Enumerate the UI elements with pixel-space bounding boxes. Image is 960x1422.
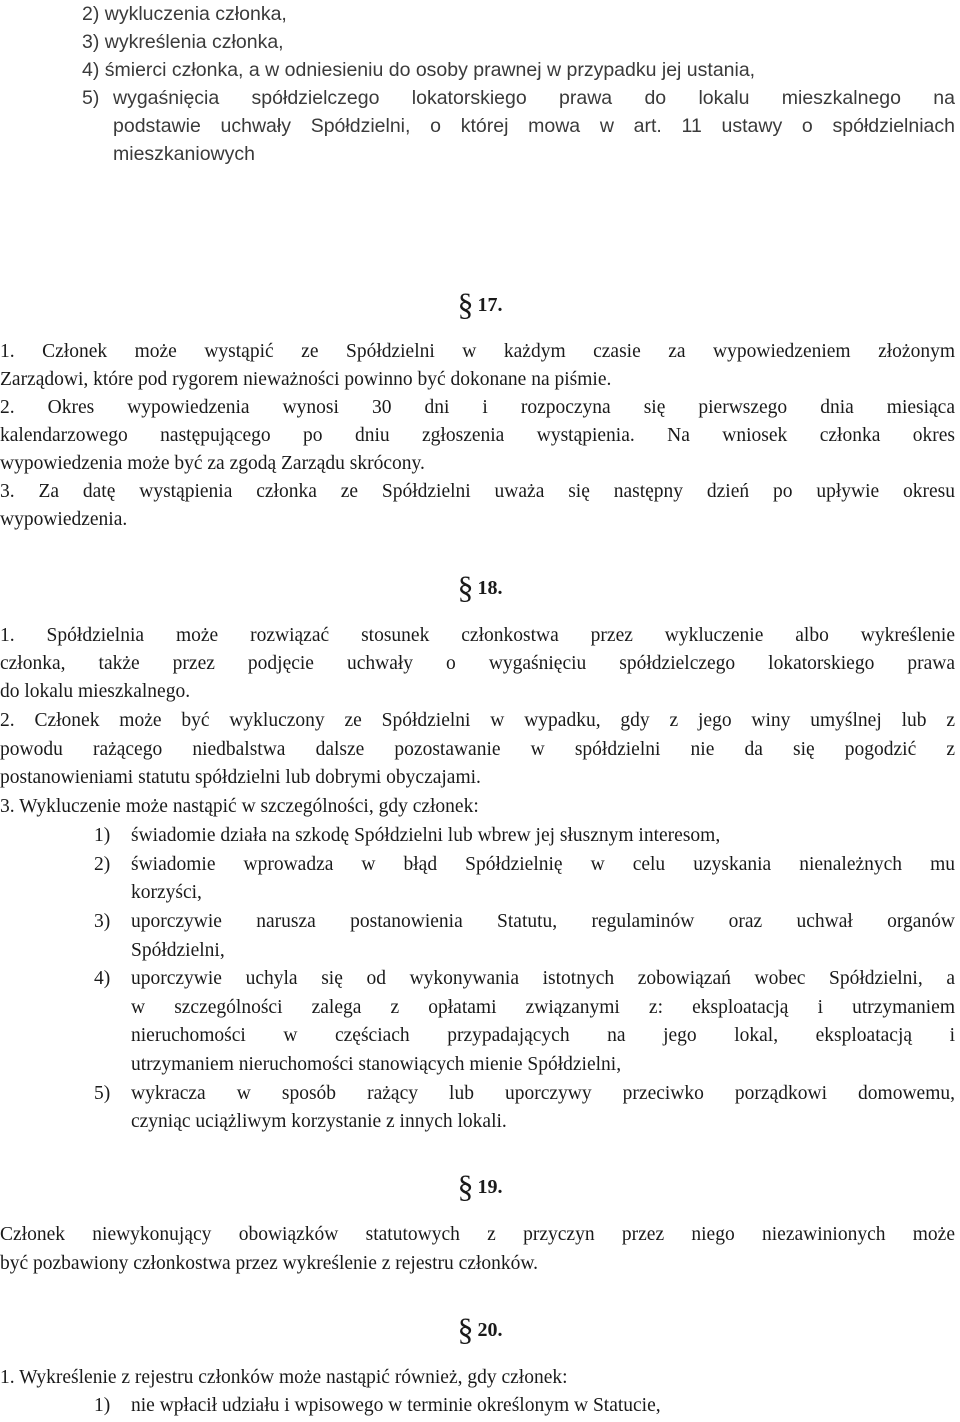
list-item-text: Spółdzielni, bbox=[131, 940, 225, 961]
list-item-text: świadomie wprowadza w błąd Spółdzielnię w celu uzyskania nienależnych mu bbox=[131, 854, 955, 875]
list-item-number: 4) bbox=[94, 968, 111, 989]
paragraph-line: 1. Wykreślenie z rejestru członków może nastąpić również, gdy członek: bbox=[0, 1367, 568, 1388]
paragraph-line: postanowieniami statutu spółdzielni lub dobrymi obyczajami. bbox=[0, 767, 481, 788]
list-item-text: mieszkaniowych bbox=[113, 143, 255, 165]
paragraph-line: 1. Członek może wystąpić ze Spółdzielni w każdym czasie za wypowiedzeniem złożonym bbox=[0, 341, 955, 362]
list-item-text: w szczególności zalega z opłatami związanymi z: eksploatacją i utrzymaniem bbox=[131, 997, 955, 1018]
paragraph-line: 2. Okres wypowiedzenia wynosi 30 dni i rozpoczyna się pierwszego dnia miesiąca bbox=[0, 397, 955, 418]
section-heading: § 17. bbox=[457, 286, 503, 322]
list-item-text: utrzymaniem nieruchomości stanowiących mienie Spółdzielni, bbox=[131, 1054, 622, 1075]
paragraph-line: wypowiedzenia może być za zgodą Zarządu skrócony. bbox=[0, 453, 425, 474]
list-item: 4) śmierci członka, a w odniesieniu do osoby prawnej w przypadku jej ustania, bbox=[82, 59, 756, 81]
list-item: 2) wykluczenia członka, bbox=[82, 3, 287, 25]
list-item-text: wykracza w sposób rażący lub uporczywy przeciwko porządkowi domowemu, bbox=[131, 1083, 955, 1104]
section-heading: § 19. bbox=[457, 1168, 503, 1204]
paragraph-line: 2. Członek może być wykluczony ze Spółdzielni w wypadku, gdy z jego winy umyślnej lub z bbox=[0, 710, 955, 731]
paragraph-line: Członek niewykonujący obowiązków statutowych z przyczyn przez niego niezawinionych może bbox=[0, 1224, 955, 1245]
paragraph-line: Zarządowi, które pod rygorem nieważności powinno być dokonane na piśmie. bbox=[0, 369, 612, 390]
paragraph-line: być pozbawiony członkostwa przez wykreślenie z rejestru członków. bbox=[0, 1253, 539, 1274]
list-item-number: 5) bbox=[82, 87, 100, 109]
paragraph-line: członka, także przez podjęcie uchwały o wygaśnięciu spółdzielczego lokatorskiego prawa bbox=[0, 653, 955, 674]
list-item-number: 3) bbox=[94, 911, 111, 932]
section-heading: § 18. bbox=[457, 569, 503, 605]
section-symbol: § bbox=[457, 1168, 474, 1204]
paragraph-line: do lokalu mieszkalnego. bbox=[0, 681, 191, 702]
paragraph-line: powodu rażącego niedbalstwa dalsze pozostawanie w spółdzielni nie da się pogodzić z bbox=[0, 739, 955, 760]
paragraph-line: wypowiedzenia. bbox=[0, 509, 128, 530]
list-item-text: podstawie uchwały Spółdzielni, o której mowa w art. 11 ustawy o spółdzielniach bbox=[113, 115, 955, 137]
list-item-number: 1) bbox=[94, 825, 111, 846]
list-item: 3) wykreślenia członka, bbox=[82, 31, 284, 53]
list-item-text: uporczywie narusza postanowienia Statutu, regulaminów oraz uchwał organów bbox=[131, 911, 955, 932]
list-item-text: świadomie działa na szkodę Spółdzielni lub wbrew jej słusznym interesom, bbox=[131, 825, 721, 846]
section-symbol: § bbox=[457, 1311, 474, 1347]
list-item-text: wygaśnięcia spółdzielczego lokatorskiego prawa do lokalu mieszkalnego na bbox=[113, 87, 955, 109]
list-item-text: czyniąc uciążliwym korzystanie z innych lokali. bbox=[131, 1111, 507, 1132]
list-item-number: 2) bbox=[94, 854, 111, 875]
list-item-text: korzyści, bbox=[131, 882, 202, 903]
section-symbol: § bbox=[457, 569, 474, 605]
paragraph-line: kalendarzowego następującego po dniu zgłoszenia wystąpienia. Na wniosek członka okres bbox=[0, 425, 955, 446]
paragraph-line: 3. Za datę wystąpienia członka ze Spółdzielni uważa się następny dzień po upływie okresu bbox=[0, 481, 955, 502]
list-item-number: 1) bbox=[94, 1395, 111, 1416]
section-symbol: § bbox=[457, 286, 474, 322]
list-item-text: uporczywie uchyla się od wykonywania istotnych zobowiązań wobec Spółdzielni, a bbox=[131, 968, 955, 989]
list-item-text: nie wpłacił udziału i wpisowego w terminie określonym w Statucie, bbox=[131, 1395, 661, 1416]
paragraph-line: 1. Spółdzielnia może rozwiązać stosunek członkostwa przez wykluczenie albo wykreślenie bbox=[0, 625, 955, 646]
list-item-text: nieruchomości w częściach przypadających na jego lokal, eksploatacją i bbox=[131, 1025, 955, 1046]
section-heading: § 20. bbox=[457, 1311, 503, 1347]
list-item-number: 5) bbox=[94, 1083, 111, 1104]
paragraph-line: 3. Wykluczenie może nastąpić w szczególności, gdy członek: bbox=[0, 796, 479, 817]
